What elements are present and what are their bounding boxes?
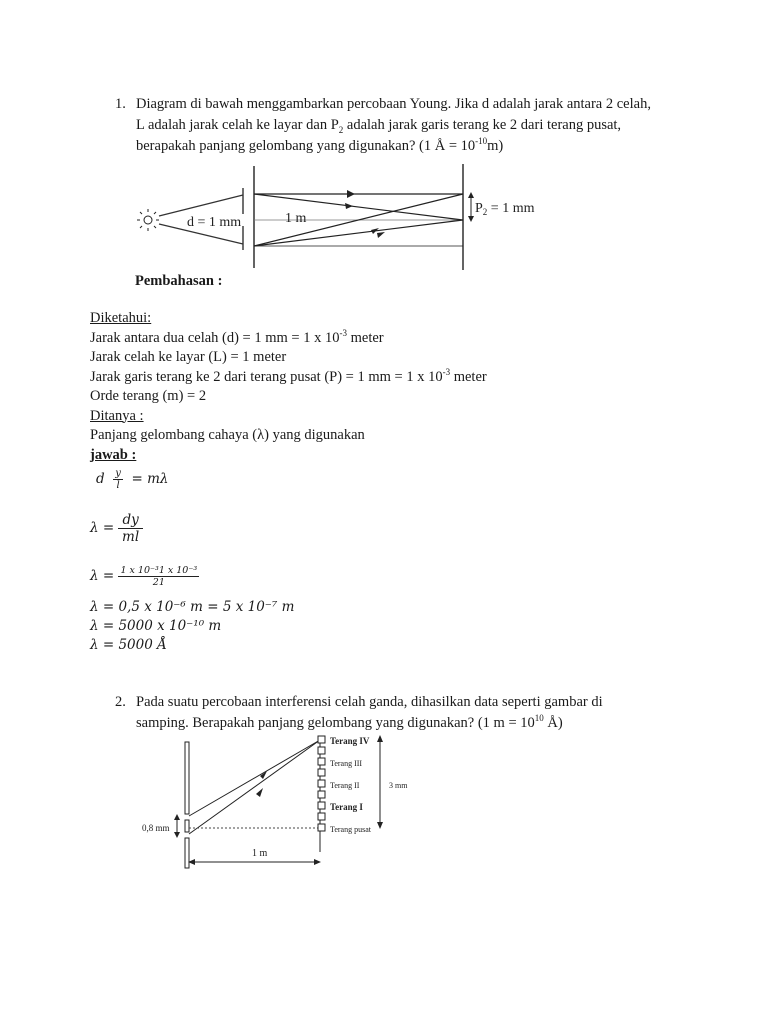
question-2-line-1: Pada suatu percobaan interferensi celah ganda, dihasilkan data seperti gambar di [136, 694, 603, 710]
ditanya-heading: Ditanya : [90, 407, 144, 424]
question-1-text [136, 94, 696, 157]
diketahui-line-4: Orde terang (m) = 2 [90, 388, 207, 404]
light-source-icon [137, 209, 159, 231]
fringe-label-central: Terang pusat [330, 825, 371, 834]
fringe-label-3: Terang III [330, 759, 363, 768]
ditanya-line-1: Panjang gelombang cahaya (λ) yang digunakan [90, 427, 365, 443]
pembahasan-heading: Pembahasan : [135, 273, 223, 289]
question-1-line-2: L adalah jarak celah ke layar dan $P_2$ adalah jarak garis terang ke 2 dari terang pusat, [136, 117, 622, 135]
young-experiment-diagram [135, 160, 540, 272]
equations-result [90, 598, 294, 655]
question-2-line-2: samping. Berapakah panjang gelombang yang digunakan? (1 $m = 10^{10}$ Å) [136, 713, 563, 731]
double-slit-diagram [140, 732, 430, 872]
diketahui-line-3: Jarak garis terang ke 2 dari terang pusat (P) = 1 mm = 1 x $10^{-3}$ meter [90, 366, 487, 385]
question-1-line-3: berapakah panjang gelombang yang digunakan? (1 Å = $10^{-10}m$) [136, 136, 504, 154]
equation-3: λ = $\frac{\text{1 x 10⁻³1 x 10⁻³}}{21}$ [90, 565, 198, 588]
diketahui-line-2: Jarak celah ke layar (L) = 1 meter [90, 349, 287, 365]
question-2-text [136, 692, 603, 734]
equation-2: λ = $\frac{dy}{ml}$ [90, 512, 143, 545]
diketahui-heading: Diketahui: [90, 310, 152, 326]
fringe-markers [318, 736, 325, 831]
fringe-label-4: Terang IV [330, 736, 370, 746]
slit-spacing-label: 0,8 mm [142, 823, 170, 833]
L-label: 1 m [285, 211, 307, 226]
jawab-heading: jawab : [90, 446, 137, 463]
fringe-label-2: Terang II [330, 781, 360, 790]
distance-label: 1 m [252, 848, 268, 859]
height-label: 3 mm [389, 781, 408, 790]
diketahui-line-1: Jarak antara dua celah (d) = 1 mm = 1 x $10^{-3}$ meter [90, 327, 384, 346]
equation-1: d $\frac{y}{l}$ = mλ [96, 468, 169, 491]
question-1-line-1: Diagram di bawah menggambarkan percobaan Young. Jika d adalah jarak antara 2 celah, [136, 96, 651, 112]
question-2-number: 2. [115, 694, 126, 710]
equation-4: λ = 0,5 x 10⁻⁶ m = 5 x 10⁻⁷ m [90, 599, 295, 615]
p2-label: $P_2 = 1$ mm [475, 201, 535, 217]
d-label: d = 1 mm [187, 215, 242, 230]
equation-5: λ = 5000 x 10⁻¹⁰ m [90, 618, 222, 634]
fringe-label-1: Terang I [330, 802, 363, 812]
equation-6: λ = 5000 Å [90, 637, 167, 653]
question-1-number: 1. [115, 96, 126, 112]
diketahui-section [90, 309, 487, 465]
